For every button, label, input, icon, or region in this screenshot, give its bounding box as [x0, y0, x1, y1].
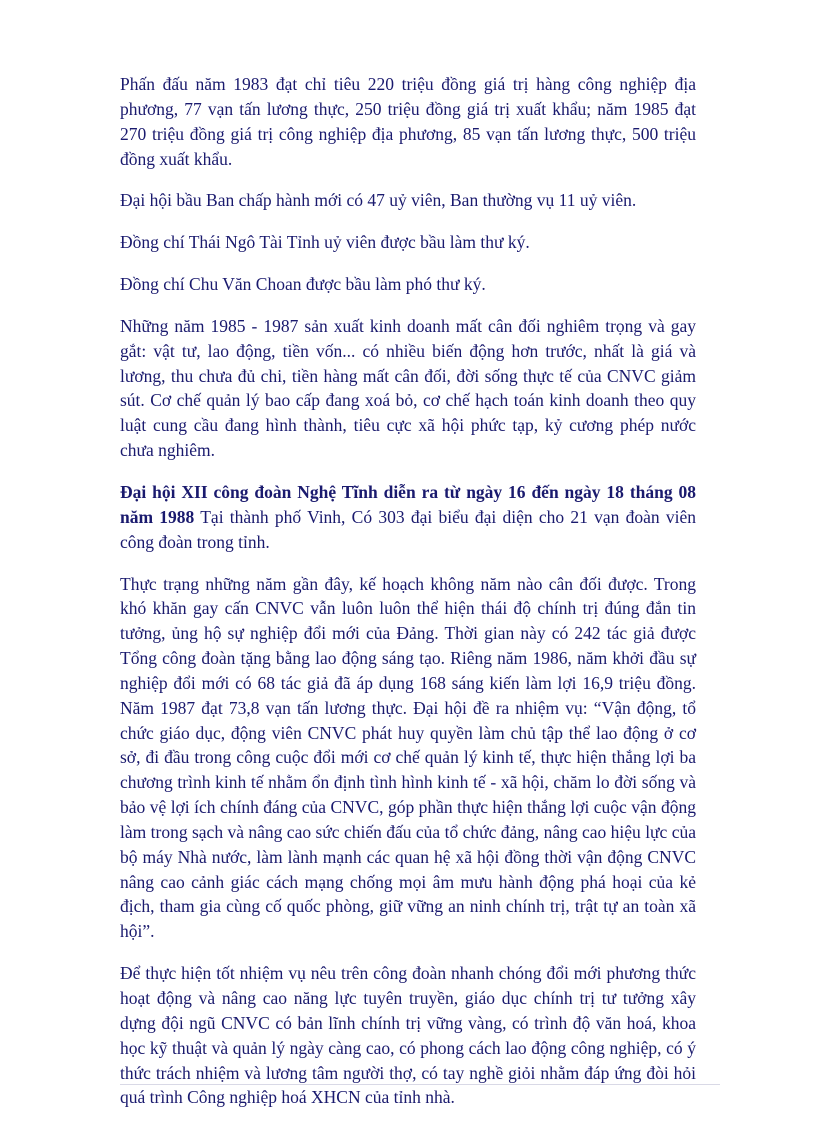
paragraph-4: Đồng chí Chu Văn Choan được bầu làm phó thư ký. [120, 274, 486, 295]
paragraph-5: Những năm 1985 - 1987 sản xuất kinh doanh mất cân đối nghiêm trọng và gay gắt: vật tư, lao động, tiền vốn... có nhiều biến động hơn trước, nhất là giá và lương, thu chưa đủ chi, tiền hàng mất cân đối, đời sống thực tế của CNVC giảm sút. Cơ chế quản lý bao cấp đang xoá bỏ, cơ chế hạch toán kinh doanh theo quy luật cung cầu đang hình thành, tiêu cực xã hội phức tạp, kỷ cương phép nước chưa nghiêm. [120, 315, 696, 461]
document-body [120, 72, 696, 1110]
paragraph-3: Đồng chí Thái Ngô Tài Tỉnh uỷ viên được bầu làm thư ký. [120, 232, 530, 253]
footer-divider [120, 1084, 720, 1085]
paragraph-6-text: Tại thành phố Vinh, Có 303 đại biểu đại diện cho 21 vạn đoàn viên công đoàn trong tỉnh. [120, 506, 697, 552]
paragraph-2: Đại hội bầu Ban chấp hành mới có 47 uỷ viên, Ban thường vụ 11 uỷ viên. [120, 190, 637, 211]
paragraph-1: Phấn đấu năm 1983 đạt chỉ tiêu 220 triệu đồng giá trị hàng công nghiệp địa phương, 77 vạn tấn lương thực, 250 triệu đồng giá trị xuất khẩu; năm 1985 đạt 270 triệu đồng giá trị công nghiệp địa phương, 85 vạn tấn lương thực, 500 triệu đồng xuất khẩu. [120, 74, 696, 169]
paragraph-7: Thực trạng những năm gần đây, kế hoạch không năm nào cân đối được. Trong khó khăn gay cấn CNVC vẫn luôn luôn thể hiện thái độ chính trị đúng đắn tin tưởng, ủng hộ sự nghiệp đổi mới của Đảng. Thời gian này có 242 tác giả được Tổng công đoàn tặng bằng lao động sáng tạo. Riêng năm 1986, năm khởi đầu sự nghiệp đổi mới có 68 tác giả đã áp dụng 168 sáng kiến làm lợi 16,9 triệu đồng. Năm 1987 đạt 73,8 vạn tấn lương thực. Đại hội đề ra nhiệm vụ: “Vận động, tổ chức giáo dục, động viên CNVC phát huy quyền làm chủ tập thể lao động ở cơ sở, đi đầu trong công cuộc đổi mới cơ chế quản lý kinh tế, thực hiện thắng lợi ba chương trình kinh tế nhằm ổn định tình hình kinh tế - xã hội, chăm lo đời sống và bảo vệ lợi ích chính đáng của CNVC, góp phần thực hiện thắng lợi cuộc vận động làm trong sạch và nâng cao sức chiến đấu của tổ chức đảng, nâng cao hiệu lực của bộ máy Nhà nước, làm lành mạnh các quan hệ xã hội đồng thời vận động CNVC nâng cao cảnh giác cách mạng chống mọi âm mưu hành động phá hoại của kẻ địch, tham gia cùng cố quốc phòng, giữ vững an ninh chính trị, trật tự an toàn xã hội”. [120, 573, 696, 942]
paragraph-8: Để thực hiện tốt nhiệm vụ nêu trên công đoàn nhanh chóng đổi mới phương thức hoạt động và nâng cao năng lực tuyên truyền, giáo dục chính trị tư tưởng xây dựng đội ngũ CNVC có bản lĩnh chính trị vững vàng, có trình độ văn hoá, khoa học kỹ thuật và quản lý ngày càng cao, có phong cách lao động công nghiệp, có ý thức trách nhiệm và lương tâm người thợ, có tay nghề giỏi nhằm đáp ứng đòi hỏi quá trình Công nghiệp hoá XHCN của tỉnh nhà. [120, 963, 696, 1108]
paragraph-6-bold-lead: Đại hội XII công đoàn Nghệ Tĩnh diễn ra từ ngày 16 đến ngày 18 tháng 08 năm 1988 [120, 481, 696, 527]
paragraph-6 [120, 480, 696, 555]
